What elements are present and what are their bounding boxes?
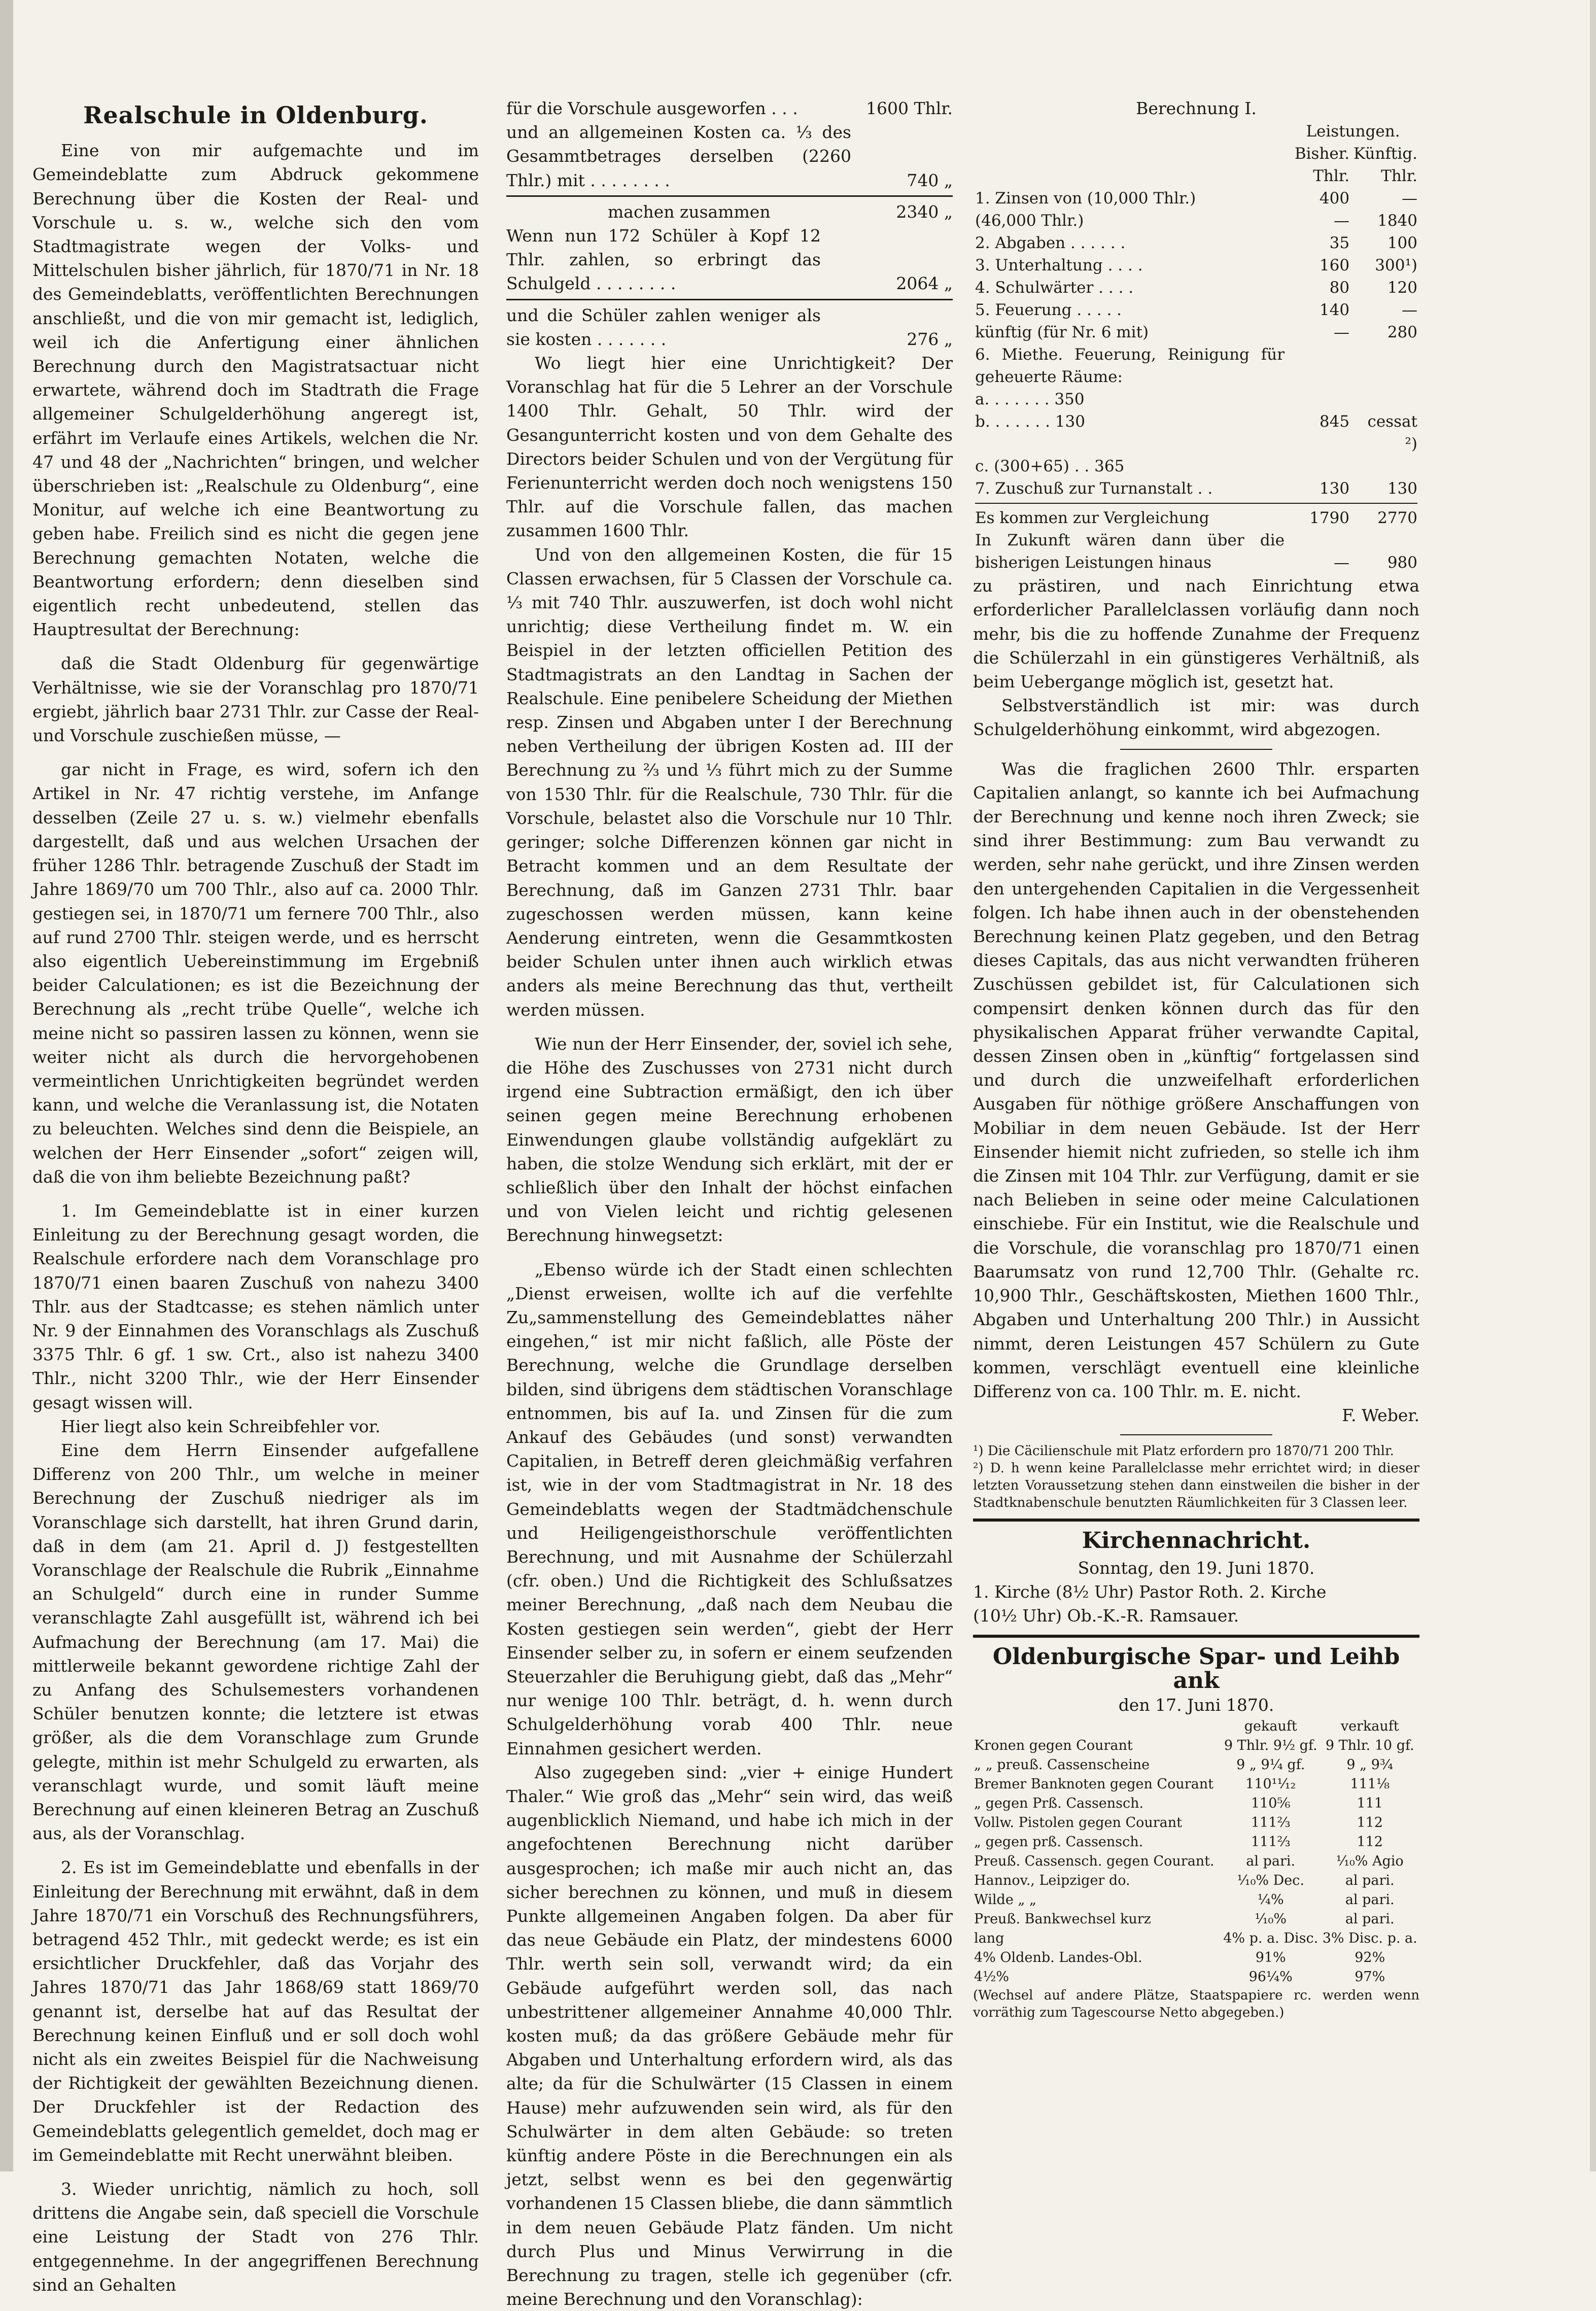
bank-cell-g: 111⅔ — [1251, 1814, 1291, 1831]
signature: F. Weber. — [1342, 1405, 1419, 1426]
footnote-1: ¹) Die Cäcilienschule mit Platz erfordern pro 1870/71 200 Thlr. — [973, 1443, 1394, 1459]
paragraph-quote: daß die Stadt Oldenburg für gegenwärtige Verhältnisse, wie sie der Voranschlag pro 1870/71 ergiebt, jährlich baar 2731 Thlr. zur Casse der Real- und Vorschule zuschießen müsse, — — [32, 653, 479, 746]
bank-cell-label: „ gegen Prß. Cassensch. — [974, 1795, 1144, 1811]
kirche-line: (10½ Uhr) Ob.-K.-R. Ramsauer. — [973, 1605, 1239, 1626]
calc-cell-a: 35 — [1329, 234, 1350, 253]
column-2 — [506, 96, 953, 2311]
paragraph: Hier liegt also kein Schreibfehler vor. — [61, 1416, 380, 1436]
bank-cell-v: al pari. — [1345, 1911, 1395, 1927]
bank-cell-v: 9 „ 9¾ — [1346, 1756, 1394, 1773]
calc-cell-b: 1840 — [1377, 212, 1417, 230]
bank-cell-label: Hannov., Leipziger do. — [974, 1872, 1130, 1888]
bank-cell-label: „ „ preuß. Cassenscheine — [974, 1756, 1150, 1773]
bank-row — [973, 1929, 1419, 1948]
bank-cell-g: ¹⁄₁₀% — [1255, 1911, 1287, 1927]
bank-row — [973, 1775, 1419, 1794]
calc-cell-a: 140 — [1319, 301, 1350, 320]
bank-row — [973, 1968, 1419, 1987]
bank-cell-g: 91% — [1255, 1949, 1286, 1965]
calc-future-label: In Zukunft wären dann über die bisherigen Leistungen hinaus — [975, 531, 1285, 572]
calc-cell-label: a. . . . . . . 350 — [975, 390, 1085, 409]
calc-cell-label: 2. Abgaben . . . . . . — [975, 234, 1126, 253]
calc-cell-a — [1287, 343, 1351, 388]
calc-cell-label: (46,000 Thlr.) — [975, 212, 1084, 230]
sum-rule — [975, 503, 1417, 504]
paragraph: Eine dem Herrn Einsender aufgefallene Differenz von 200 Thlr., um welche in meiner Berechnung der Zuschuß niedriger als im Voranschlage sich darstellt, hat ihren Grund darin, daß in dem (am 21. April d. J) festgestellten Voranschlage der Realschule die Rubrik „Einnahme an Schulgeld“ durch eine in runder Summe veranschlagte Zahl ausgefüllt ist, während ich bei Aufmachung der Berechnung (am 17. Mai) die mittlerweile bekannt gewordene richtige Zahl der zu Anfang des Schulsemesters vorhandenen Schüler benutzen konnte; die letztere ist etwas größer, als die dem Voranschlage zum Grunde gelegte, mithin ist mehr Schulgeld zu erwarten, als veranschlagt wurde, und somit läuft meine Berechnung auf einen kleineren Betrag an Zuschuß aus, als der Voranschlag. — [32, 1440, 479, 1844]
divider — [1120, 749, 1272, 750]
calc-row — [506, 96, 953, 120]
kirche-title: Kirchennachricht. — [1082, 1528, 1311, 1554]
bank-cell-v: 111⅛ — [1350, 1776, 1390, 1792]
bank-title: Oldenburgische Spar- und Leihb ank — [992, 1644, 1400, 1694]
bank-row — [973, 1948, 1419, 1968]
calc-cell-label: b. . . . . . . 130 — [975, 412, 1085, 431]
bank-cell-label: Kronen gegen Courant — [974, 1737, 1133, 1753]
column-1 — [32, 96, 479, 2297]
bank-cell-g: 110⅚ — [1251, 1795, 1291, 1811]
bank-row — [973, 1890, 1419, 1910]
calc-row — [973, 210, 1419, 232]
calc-cell-b: 130 — [1387, 479, 1417, 498]
article-title: Realschule in Oldenburg. — [83, 101, 428, 129]
paragraph: Also zugegeben sind: „vier + einige Hundert Thaler.“ Wie groß das „Mehr“ sein wird, das weiß augenblicklich Niemand, und habe ich mich in der angefochtenen Berechnung nicht darüber ausgesprochen; ich maße mir auch nicht an, das sicher berechnen zu können, und muß in diesem Punkte allgemeinen Angaben folgen. Da aber für das neue Gebäude ein Platz, der mindestens 6000 Thlr. werth sein soll, verwandt wird; da ein Gebäude aufgeführt werden soll, das nach unbestrittener allgemeiner Annahme 40,000 Thlr. kosten muß; da das größere Gebäude mehr für Abgaben und Unterhaltung erfordern wird, als das alte; da für die Schulwärter (15 Classen in einem Hause) mehr aufzuwenden sein wird, als für den Schulwärter in dem alten Gebäude: so treten künftig andere Pöste in die Berechnungen ein als jetzt, selbst wenn es bei den gegenwärtig vorhandenen 15 Classen bliebe, die dann sämmtlich in dem neuen Gebäude Platz fänden. Um nicht durch Plus und Minus Verwirrung in die Berechnung zu tragen, stelle ich gegenüber (cfr. meine Berechnung und den Voranschlag): — [506, 1762, 953, 2309]
calc-cell-a: 160 — [1319, 256, 1350, 275]
bank-row — [973, 1736, 1419, 1755]
bank-cell-g: ¹⁄₁₀% Dec. — [1237, 1872, 1304, 1888]
calc-total-kuenftig: 2770 — [1377, 509, 1417, 528]
calc-title: Berechnung I. — [1136, 98, 1257, 118]
section-rule — [973, 1635, 1419, 1638]
bank-row — [973, 1852, 1419, 1871]
calc-cell-a: 80 — [1329, 279, 1350, 297]
paragraph-point-1: 1. Im Gemeindeblatte ist in einer kurzen Einleitung zu der Berechnung gesagt worden, die Realschule erfordere nach dem Voranschlage pro 1870/71 einen baaren Zuschuß von nahezu 3400 Thlr. aus der Stadtcasse; es stehen nämlich unter Nr. 9 der Einnahmen des Voranschlags als Zuschuß 3375 Thlr. 6 gf. 1 sw. Crt., also ist nahezu 3400 Thlr., nicht 3200 Thlr., wie der Herr Einsender gesagt wissen will. — [32, 1200, 479, 1412]
calc-future-bisher: — — [1334, 554, 1350, 572]
bank-cell-label: 4½% — [974, 1969, 1010, 1985]
calc-row — [973, 277, 1419, 299]
calc-cell-a — [1287, 388, 1351, 410]
bank-cell-g: 96¼% — [1248, 1969, 1293, 1985]
calc-cell-b — [1351, 343, 1419, 388]
calc-cell-b — [1351, 455, 1419, 477]
paragraph: gar nicht in Frage, es wird, sofern ich den Artikel in Nr. 47 richtig verstehe, im Anfange desselben (Zeile 27 u. s. w.) vielmehr ebenfalls dargestellt, daß und aus welchen Ursachen der früher 1286 Thlr. betragende Zuschuß der Stadt im Jahre 1869/70 um 700 Thlr., also auf ca. 2000 Thlr. gestiegen sei, in 1870/71 um fernere 700 Thlr., also auf rund 2700 Thlr. steigen werde, und es herrscht also eigentlich Uebereinstimmung im Ergebniß beider Calculationen; es ist die Bezeichnung der Berechnung als „recht trübe Quelle“, welche ich meine nicht so passiren lassen zu können, wenn sie weiter nicht als durch die hervorgehobenen vermeintlichen Unrichtigkeiten begründet werden kann, und welche die Veranlassung ist, die Notaten zu beleuchten. Welches sind denn die Beispiele, an welchen der Herr Einsender „sofort“ zeigen will, daß die von ihm beliebte Bezeichnung paßt? — [32, 760, 479, 1187]
calc-label: für die Vorschule ausgeworfen . . . — [506, 98, 798, 118]
bank-row — [973, 1910, 1419, 1929]
sum-rule — [506, 299, 953, 300]
kirche-line: 1. Kirche (8½ Uhr) Pastor Roth. 2. Kirche — [973, 1581, 1327, 1602]
calc-row — [973, 321, 1419, 343]
calc-table — [973, 120, 1419, 574]
footnote-2: ²) D. h wenn keine Parallelclasse mehr errichtet wird; in dieser letzten Voraussetzung stehen dann einstweilen die bisher in der Stadtknabenschule benutzten Räumlichkeiten für 3 Classen leer. — [973, 1461, 1419, 1511]
bank-cell-g: 110¹¹⁄₁₂ — [1245, 1776, 1296, 1792]
bank-cell-label: „ gegen prß. Cassensch. — [974, 1834, 1143, 1850]
paragraph-point-2: 2. Es ist im Gemeindeblatte und ebenfalls in der Einleitung der Berechnung mit erwähnt, daß in dem Jahre 1870/71 ein Vorschuß des Rechnungsführers, betragend 452 Thlr., mit gedeckt werde; es ist ein ersichtlicher Druckfehler, daß das Vorjahr des Jahres 1870/71 das Jahr 1868/69 statt 1869/70 genannt ist, derselbe hat auf das Resultat der Berechnung keinen Einfluß und er soll doch wohl nicht als ein zweites Beispiel für die Nachweisung der Richtigkeit der gewählten Bezeichnung dienen. Der Druckfehler ist der Redaction des Gemeindeblatts gelegentlich gemeldet, doch mag er im Gemeindeblatte mit Recht unerwähnt bleiben. — [32, 1857, 479, 2165]
sum-rule — [506, 195, 953, 197]
calc-row — [973, 187, 1419, 210]
bank-cell-label: Vollw. Pistolen gegen Courant — [974, 1814, 1183, 1831]
bank-cell-g: 4% p. a. Disc. — [1223, 1930, 1319, 1946]
divider — [1120, 1434, 1272, 1435]
bank-cell-label: Wilde „ „ — [974, 1891, 1036, 1908]
bank-cell-g: 9 „ 9¼ gf. — [1236, 1756, 1305, 1773]
paragraph-point-3: 3. Wieder unrichtig, nämlich zu hoch, soll drittens die Angabe sein, daß speciell die Vorschule eine Leistung der Stadt von 276 Thlr. entgegennehme. In der angegriffenen Berechnung sind an Gehalten — [32, 2179, 479, 2295]
calc-future-kuenftig: 980 — [1387, 554, 1417, 572]
calc-row — [973, 388, 1419, 410]
section-rule — [973, 1519, 1419, 1522]
bank-head-verkauft: verkauft — [1340, 1718, 1399, 1734]
calc-row — [973, 455, 1419, 477]
bank-cell-v: al pari. — [1345, 1872, 1395, 1888]
calc-cell-b: cessat ²) — [1367, 412, 1417, 454]
bank-cell-label: Bremer Banknoten gegen Courant — [974, 1776, 1213, 1792]
bank-cell-v: ¹⁄₁₀% Agio — [1336, 1853, 1404, 1869]
scan-edge-left — [0, 0, 13, 2171]
calc-cell-label: 6. Miethe. Feuerung, Reinigung für geheuerte Räume: — [975, 346, 1285, 387]
calc-head-bisher: Bisher. Thlr. — [1294, 145, 1350, 186]
bank-cell-label: Preuß. Bankwechsel kurz — [974, 1911, 1151, 1927]
bank-cell-v: al pari. — [1345, 1891, 1395, 1908]
calc-cell-a: — — [1334, 212, 1350, 230]
bank-cell-v: 111 — [1357, 1795, 1383, 1811]
kirche-date: Sonntag, den 19. Juni 1870. — [1078, 1558, 1315, 1578]
calc-value: 1600 Thlr. — [866, 98, 953, 118]
calc-cell-label: 5. Feuerung . . . . . — [975, 301, 1122, 320]
calc-row — [506, 224, 953, 296]
paragraph: Wie nun der Herr Einsender, der, soviel ich sehe, die Höhe des Zuschusses von 2731 nicht durch irgend eine Subtraction ermäßigt, den ich über seinen gegen meine Berechnung erhobenen Einwendungen glaube vollständig aufgeklärt zu haben, die stolze Wendung sich erklärt, mit der er schließlich über den Inhalt der höchst einfachen und von Vielen leicht und richtig gelesenen Berechnung hinwegsetzt: — [506, 1033, 953, 1246]
calc-head-kuenftig: Künftig. Thlr. — [1354, 145, 1417, 186]
calc-cell-a — [1287, 455, 1351, 477]
paragraph: Eine von mir aufgemachte und im Gemeindeblatte zum Abdruck gekommene Berechnung über die Kosten der Real- und Vorschule u. s. w., welche sich den vom Stadtmagistrate wegen der Volks- und Mittelschulen bisher jährlich, für 1870/71 in Nr. 18 des Gemeindeblatts, veröffentlichten Berechnungen anschließt, und die von mir gemacht ist, lediglich, weil ich die Anfertigung einer ähnlichen Berechnung durch den Magistratsactuar nicht erwartete, während doch im Stadtrath die Frage allgemeiner Schulgelderhöhung angeregt ist, erfährt im Verlaufe eines Artikels, welchen die Nr. 47 und 48 der „Nachrichten“ bringen, und welcher überschrieben ist: „Realschule zu Oldenburg“, eine Monitur, auf welche ich eine Beantwortung zu geben habe. Freilich sind es nicht die gegen jene Berechnung gemachten Notaten, welche die Beantwortung erfordern; denn dieselben sind eigentlich recht unbedeutend, stellen das Hauptresultat der Berechnung: — [32, 141, 479, 640]
paragraph-quote: „Ebenso würde ich der Stadt einen schlechten „Dienst erweisen, wollte ich auf die verfehlte Zu„sammenstellung des Gemeindeblattes näher eingehen,“ ist mir nicht faßlich, alle Pöste der Berechnung, welche die Grundlage derselben bilden, sind übrigens dem städtischen Voranschlage entnommen, bis auf Ia. und Zinsen für die zum Ankauf des Gebäudes (und sonst) verwandten Capitalien, in Betreff deren gleichmäßig verfahren ist, wie in der vom Stadtmagistrat in Nr. 18 des Gemeindeblatts wegen der Stadtmädchenschule und Heiligengeisthorschule veröffentlichten Berechnung, und mit Ausnahme der Schülerzahl (cfr. oben.) Und die Richtigkeit des Schlußsatzes meiner Berechnung, „daß nach dem Neubau die Kosten gestiegen sein werden“, giebt der Herr Einsender selber zu, in sofern er einem seufzenden Steuerzahler die Beruhigung giebt, daß das „Mehr“ nur wenige 100 Thlr. beträgt, d. h. wenn durch Schulgelderhöhung vorab 400 Thlr. neue Einnahmen gesichert werden. — [506, 1259, 953, 1758]
calc-value: 276 „ — [907, 329, 953, 349]
calc-cell-b — [1351, 388, 1419, 410]
calc-cell-b: 100 — [1387, 234, 1417, 253]
paragraph: zu prästiren, und nach Einrichtung etwa erforderlicher Parallelclassen vorläufig dann noch mehr, bis die zu hoffende Zunahme der Frequenz die Schülerzahl in ein günstigeres Verhältniß, als beim Uebergange möglich ist, gesetzt hat. — [973, 576, 1419, 692]
bank-head-gekauft: gekauft — [1244, 1718, 1297, 1734]
bank-cell-v: 3% Disc. p. a. — [1322, 1930, 1417, 1946]
calc-label: machen zusammen — [608, 201, 771, 222]
bank-row — [973, 1871, 1419, 1890]
calc-row — [506, 303, 953, 351]
bank-footer: (Wechsel auf andere Plätze, Staatspapiere rc. werden wenn vorräthig zum Tagescourse Netto abgegeben.) — [973, 1987, 1419, 2020]
bank-row — [973, 1833, 1419, 1852]
calc-total-label: Es kommen zur Vergleichung — [975, 509, 1209, 528]
calc-head-group: Leistungen. — [1306, 122, 1400, 141]
calc-cell-label: 4. Schulwärter . . . . — [975, 279, 1134, 297]
column-3 — [973, 96, 1419, 2021]
calc-cell-label: 3. Unterhaltung . . . . — [975, 256, 1143, 275]
bank-cell-g: al pari. — [1246, 1853, 1296, 1869]
bank-cell-v: 112 — [1357, 1834, 1383, 1850]
calc-row — [973, 410, 1419, 455]
bank-cell-v: 92% — [1355, 1949, 1385, 1965]
calc-cell-b: — — [1402, 301, 1417, 320]
bank-date: den 17. Juni 1870. — [1118, 1695, 1274, 1715]
paragraph: Was die fraglichen 2600 Thlr. ersparten Capitalien anlangt, so kannte ich bei Aufmachung der Berechnung und kenne noch ihren Zweck; sie sind ihrer Bestimmung: zum Bau verwandt zu werden, sehr nahe gerückt, und ihre Zinsen werden den untergehenden Capitalien in die Vergessenheit folgen. Ich habe ihnen auch in der obenstehenden Berechnung keinen Platz gegeben, und den Betrag dieses Capitals, das aus nicht verwandten früheren Zuschüssen gebildet ist, für Calculationen sich compensirt denken können durch das für den physikalischen Apparat früher verwandte Capital, dessen Zinsen oben in „künftig“ fortgelassen sind und durch die unzweifelhaft erforderlichen Ausgaben für nöthige größere Anschaffungen von Mobiliar in dem neuen Gebäude. Ist der Herr Einsender hiemit nicht zufrieden, so stelle ich ihm die Zinsen mit 104 Thlr. zur Verfügung, damit er sie nach Belieben in seine oder meine Calculationen einschiebe. Für ein Institut, wie die Realschule und die Vorschule, die voranschlag pro 1870/71 einen Baarumsatz von rund 12,700 Thlr. (Gehalte rc. 10,900 Thlr., Geschäftskosten, Miethen 1600 Thlr., Abgaben und Unterhaltung 200 Thlr.) in Aussicht nimmt, deren Leistungen 457 Schülern zu Gute kommen, verschlägt eventuell eine kleinliche Differenz von ca. 100 Thlr. m. E. nicht. — [973, 758, 1419, 1401]
bank-cell-g: ¼% — [1257, 1891, 1284, 1908]
calc-cell-b: 280 — [1387, 323, 1417, 342]
calc-cell-a: 845 — [1319, 412, 1350, 431]
bank-cell-label: lang — [974, 1930, 1004, 1946]
calc-cell-b: 120 — [1387, 279, 1417, 297]
calc-cell-a: — — [1334, 323, 1350, 342]
bank-row — [973, 1755, 1419, 1775]
bank-cell-g: 9 Thlr. 9½ gf. — [1224, 1737, 1317, 1753]
calc-cell-b: — — [1402, 189, 1417, 208]
calc-cell-label: 7. Zuschuß zur Turnanstalt . . — [975, 479, 1213, 498]
calc-cell-a: 400 — [1319, 189, 1350, 208]
calc-label: und die Schüler zahlen weniger als sie kosten . . . . . . . — [506, 305, 821, 349]
calc-cell-a: 130 — [1319, 479, 1350, 498]
bank-cell-g: 111⅔ — [1251, 1834, 1291, 1850]
calc-row — [973, 477, 1419, 500]
calc-cell-label: 1. Zinsen von (10,000 Thlr.) — [975, 189, 1196, 208]
bank-row — [973, 1794, 1419, 1813]
calc-cell-b: 300¹) — [1375, 256, 1417, 275]
calc-label: Wenn nun 172 Schüler à Kopf 12 Thlr. zahlen, so erbringt das Schulgeld . . . . . . . . — [506, 226, 821, 294]
paragraph: Und von den allgemeinen Kosten, die für 15 Classen erwachsen, für 5 Classen der Vorschule ca. ⅓ mit 740 Thlr. auszuwerfen, ist doch wohl nicht unrichtig; diese Vertheilung findet m. W. ein Beispiel in der letzten officiellen Petition des Stadtmagistrats an den Landtag in Sachen der Realschule. Eine penibelere Scheidung der Miethen resp. Zinsen und Abgaben unter I der Berechnung neben Vertheilung der übrigen Kosten ad. III der Berechnung zu ⅔ und ⅓ führt mich zu der Summe von 1530 Thlr. für die Realschule, 730 Thlr. für die Vorschule, belastet also die Vorschule nur 10 Thlr. geringer; solche Differenzen können gar nicht in Betracht kommen und an dem Resultate der Berechnung, daß im Ganzen 2731 Thlr. baar zugeschossen werden müssen, kann keine Aenderung eintreten, wenn die Gesammtkosten beider Schulen unter ihnen auch wirklich etwas anders als meine Berechnung das thut, vertheilt werden müssen. — [506, 544, 953, 1020]
calc-row — [973, 299, 1419, 321]
bank-cell-label: Preuß. Cassensch. gegen Courant. — [974, 1853, 1215, 1869]
calc-cell-label: c. (300+65) . . 365 — [975, 457, 1125, 476]
calc-row — [506, 200, 953, 224]
bank-cell-v: 112 — [1357, 1814, 1383, 1831]
calc-row — [973, 232, 1419, 254]
calc-value: 2064 „ — [896, 273, 953, 294]
bank-cell-v: 9 Thlr. 10 gf. — [1325, 1737, 1414, 1753]
calc-value: 2340 „ — [896, 201, 953, 222]
bank-cell-label: 4% Oldenb. Landes-Obl. — [974, 1949, 1142, 1965]
scan-edge-right — [1590, 0, 1596, 2171]
bank-row — [973, 1813, 1419, 1833]
paragraph: Wo liegt hier eine Unrichtigkeit? Der Voranschlag hat für die 5 Lehrer an der Vorschule 1400 Thlr. Gehalt, 50 Thlr. wird der Gesangunterricht kosten und von dem Gehalte des Directors beider Schulen und von der Vergütung für Ferienunterricht werden doch noch wenigstens 150 Thlr. auf die Vorschule fallen, das machen zusammen 1600 Thlr. — [506, 353, 953, 541]
calc-value: 740 „ — [907, 170, 953, 190]
calc-cell-label: künftig (für Nr. 6 mit) — [975, 323, 1149, 342]
bank-table — [973, 1717, 1419, 1987]
calc-label: und an allgemeinen Kosten ca. ⅓ des Gesammtbetrages derselben (2260 Thlr.) mit . . . . . . . . — [506, 122, 851, 190]
calc-row — [973, 254, 1419, 277]
calc-total-bisher: 1790 — [1309, 509, 1350, 528]
paragraph: Selbstverständlich ist mir: was durch Schulgelderhöhung einkommt, wird abgezogen. — [973, 696, 1419, 740]
calc-row — [973, 343, 1419, 388]
calc-row — [506, 120, 953, 192]
bank-cell-v: 97% — [1355, 1969, 1385, 1985]
